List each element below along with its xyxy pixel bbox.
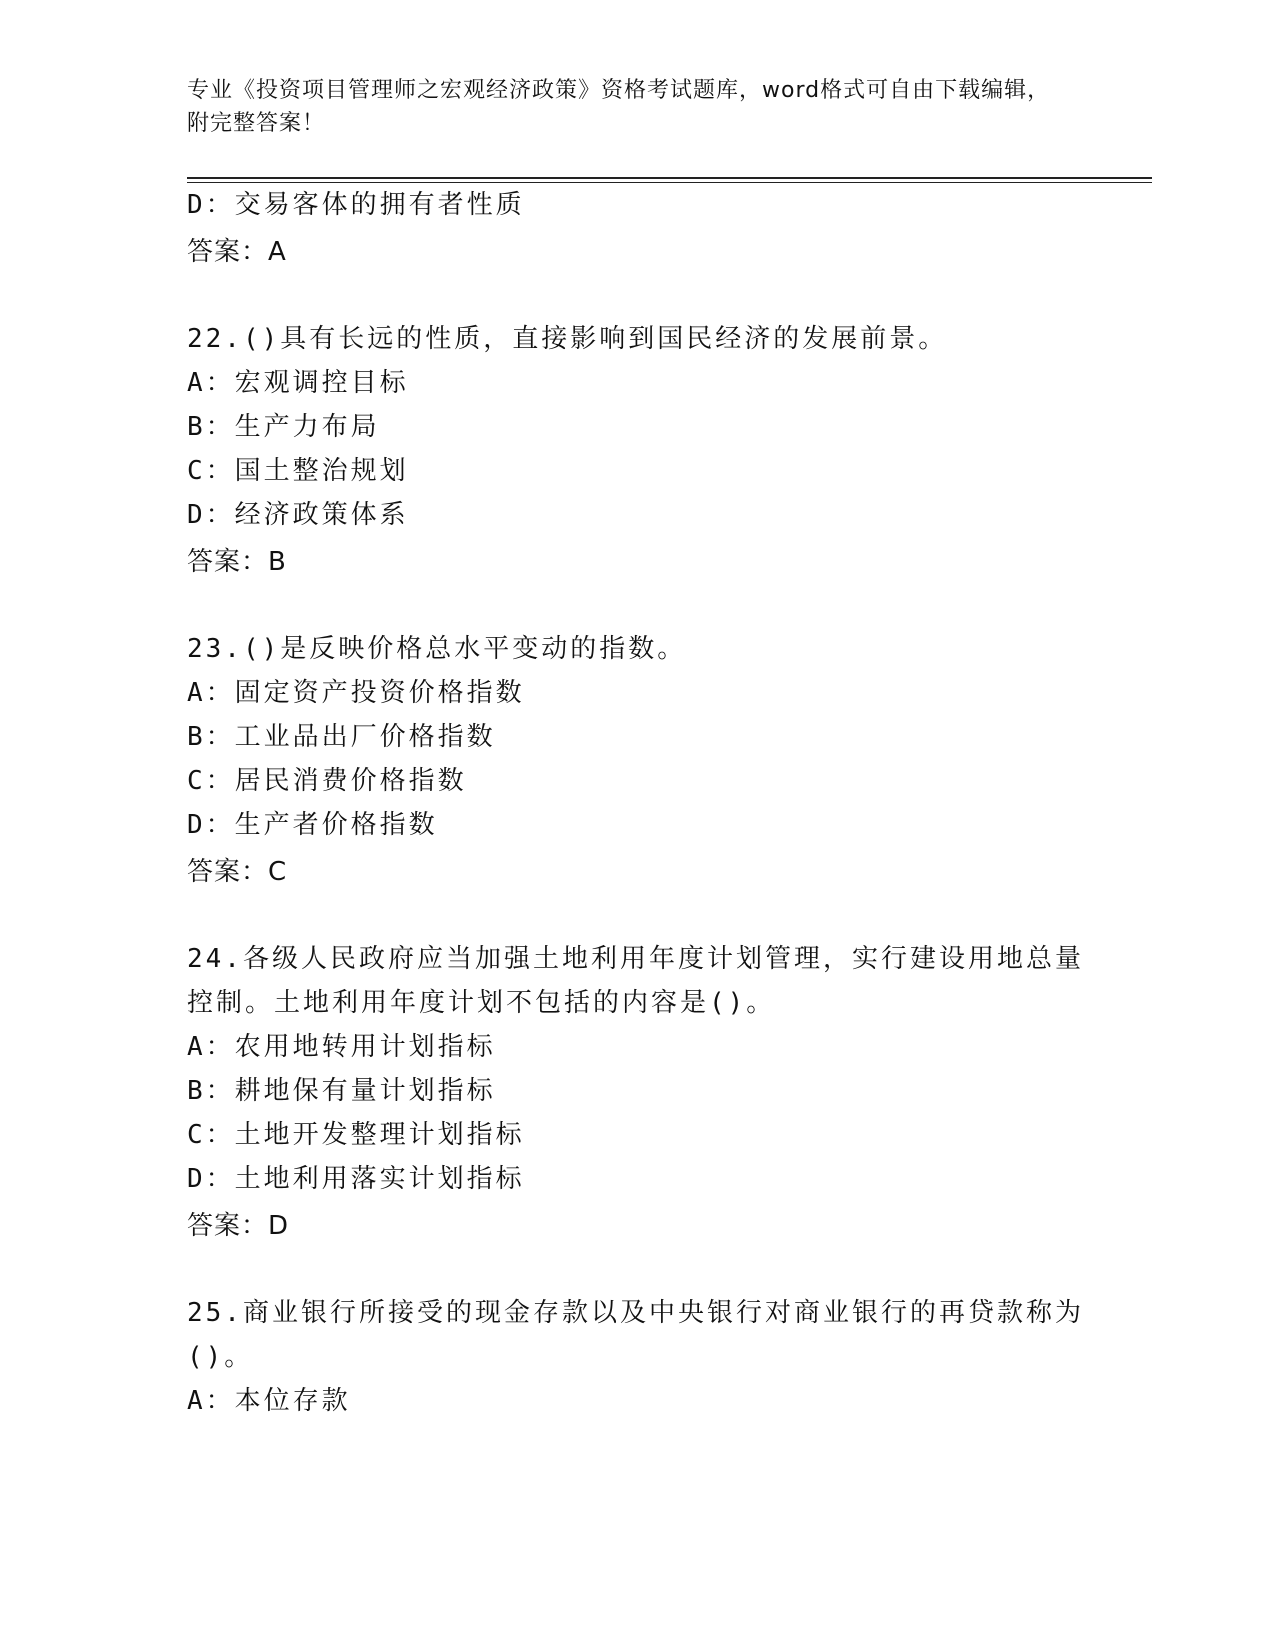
- q24-option-b: B：耕地保有量计划指标: [187, 1076, 496, 1106]
- q22-option-b: B：生产力布局: [187, 412, 380, 442]
- q22-option-d: D：经济政策体系: [187, 500, 409, 530]
- q23-option-c: C：居民消费价格指数: [187, 766, 467, 796]
- q24-answer: 答案：D: [187, 1211, 290, 1241]
- q24-option-d: D：土地利用落实计划指标: [187, 1164, 525, 1194]
- q25-question-line2: ()。: [187, 1342, 254, 1372]
- q24-option-c: C：土地开发整理计划指标: [187, 1120, 525, 1150]
- q21-option-d: D：交易客体的拥有者性质: [187, 190, 525, 220]
- q22-option-c: C：国土整治规划: [187, 456, 409, 486]
- header-divider-thick: [187, 177, 1152, 179]
- q21-answer: 答案：A: [187, 237, 287, 267]
- q25-option-a: A：本位存款: [187, 1386, 351, 1416]
- q22-answer: 答案：B: [187, 547, 287, 577]
- q23-answer: 答案：C: [187, 857, 288, 887]
- q23-option-d: D：生产者价格指数: [187, 810, 438, 840]
- q24-question-line1: 24.各级人民政府应当加强土地利用年度计划管理，实行建设用地总量: [187, 944, 1084, 974]
- q22-question: 22.()具有长远的性质，直接影响到国民经济的发展前景。: [187, 324, 948, 354]
- q23-option-a: A：固定资产投资价格指数: [187, 678, 525, 708]
- q22-option-a: A：宏观调控目标: [187, 368, 409, 398]
- q23-option-b: B：工业品出厂价格指数: [187, 722, 496, 752]
- q24-option-a: A：农用地转用计划指标: [187, 1032, 496, 1062]
- q25-question-line1: 25.商业银行所接受的现金存款以及中央银行对商业银行的再贷款称为: [187, 1298, 1084, 1328]
- q24-question-line2: 控制。土地利用年度计划不包括的内容是()。: [187, 988, 776, 1018]
- q23-question: 23.()是反映价格总水平变动的指数。: [187, 634, 687, 664]
- document-header: 专业《投资项目管理师之宏观经济政策》资格考试题库，word格式可自由下载编辑，附完整答案！: [187, 78, 1051, 136]
